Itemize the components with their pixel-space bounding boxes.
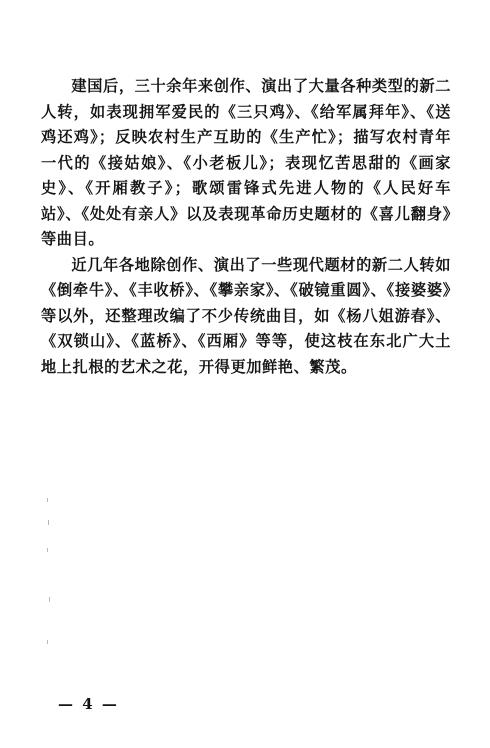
- paragraph-1: 建国后，三十余年来创作、演出了大量各种类型的新二人转，如表现拥军爱民的《三只鸡》、《给军属拜年》、《送鸡还鸡》；反映农村生产互助的《生产忙》；描写农村青年一代的《接姑娘》、《小老板儿》；表现忆苦思甜的《画家史》、《开厢教子》；歌颂雷锋式先进人物的《人民好车站》、《处处有亲人》以及表现革命历史题材的《喜儿翻身》等曲目。: [41, 77, 451, 248]
- scan-speck: [49, 597, 50, 602]
- scan-speck: [47, 498, 48, 502]
- paragraph-2: 近几年各地除创作、演出了一些现代题材的新二人转如《倒牵牛》、《丰收桥》、《攀亲家》、《破镜重圆》、《接婆婆》等以外，还整理改编了不少传统曲目，如《杨八姐游春》、《双锁山》、《蓝桥》、《西厢》等等，使这枝在东北广大土地上扎根的艺术之花，开得更加鲜艳、繁茂。: [41, 255, 451, 376]
- page-number: — 4 —: [58, 695, 119, 713]
- body-text: [41, 74, 451, 380]
- scan-speck: [47, 640, 48, 644]
- scan-speck: [47, 548, 48, 552]
- scan-speck: [48, 520, 49, 525]
